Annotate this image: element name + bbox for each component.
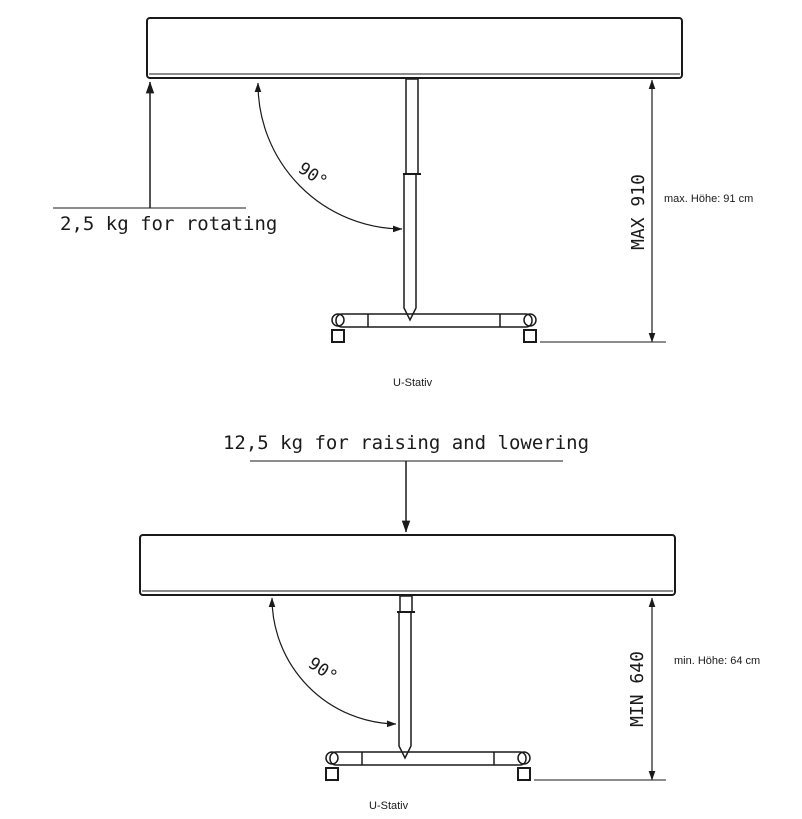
angle-label-bottom: 90° [304,653,341,688]
table-top [140,535,675,595]
drawing-max-height [53,18,682,342]
drawing-min-height [140,461,675,780]
min-height-note: min. Höhe: 64 cm [674,655,761,667]
rotating-load-label: 2,5 kg for rotating [60,213,278,235]
u-base [332,314,536,342]
caption-top: U-Stativ [393,377,433,389]
max-height-note: max. Höhe: 91 cm [664,193,754,205]
telescopic-column [397,596,415,758]
telescopic-column [403,79,421,320]
rotating-load-arrow [53,82,246,208]
raising-load-arrow [250,461,563,532]
raising-load-label: 12,5 kg for raising and lowering [222,432,590,454]
angle-label-top: 90° [294,158,331,193]
table-top [147,18,682,78]
caption-bottom: U-Stativ [369,800,409,812]
min-dimension-label: MIN 640 [627,651,648,727]
right-angle-arc [258,83,402,229]
max-dimension-label: MAX 910 [628,174,649,250]
right-angle-arc [272,598,396,724]
u-base [326,752,530,780]
